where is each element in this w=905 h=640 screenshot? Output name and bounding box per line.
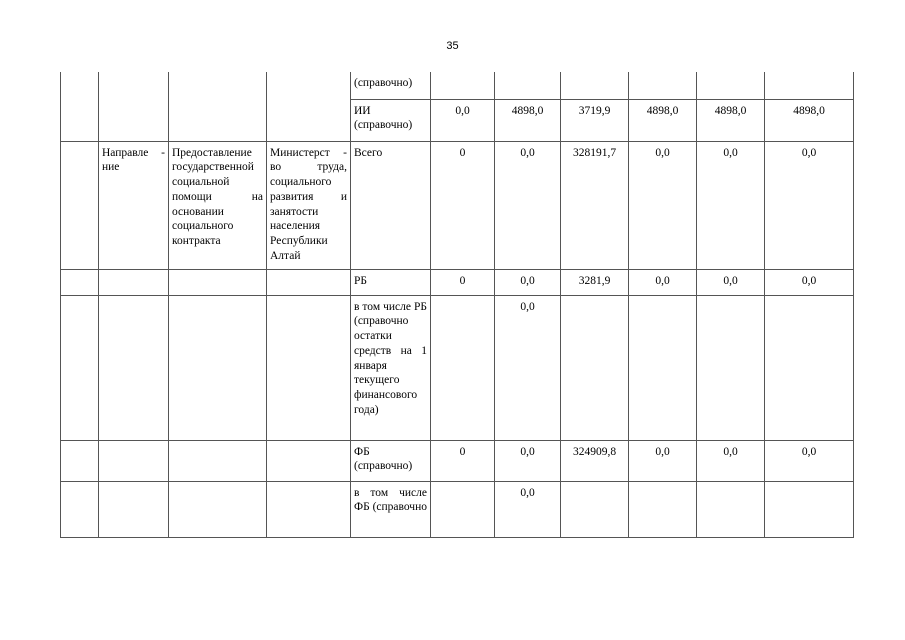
value-cell: 0,0: [495, 269, 561, 295]
value-cell: 0: [431, 141, 495, 269]
value-cell: [765, 295, 854, 440]
source-cell: ФБ (справочно): [351, 440, 431, 481]
value-cell: [697, 481, 765, 537]
value-cell: [495, 72, 561, 99]
value-cell: 0: [431, 269, 495, 295]
value-cell: 0,0: [629, 269, 697, 295]
ministry-cell: Министерст - во труда, социального развития и занятости населения Республики Алтай: [267, 141, 351, 269]
table-cell: [61, 440, 99, 481]
table-row: [61, 440, 854, 481]
table-cell: [169, 269, 267, 295]
value-cell: [431, 72, 495, 99]
table-cell: [99, 440, 169, 481]
value-cell: [765, 72, 854, 99]
value-cell: 0,0: [495, 141, 561, 269]
value-cell: 0,0: [629, 440, 697, 481]
table-cell: [61, 72, 99, 141]
value-cell: 4898,0: [629, 99, 697, 141]
table-cell: [267, 269, 351, 295]
value-cell: 328191,7: [561, 141, 629, 269]
table-cell: [267, 440, 351, 481]
table-cell: [169, 440, 267, 481]
table-cell: [169, 72, 267, 141]
value-cell: 0,0: [629, 141, 697, 269]
table-cell: [61, 295, 99, 440]
value-cell: 0,0: [765, 269, 854, 295]
page-number: 35: [446, 40, 459, 52]
value-cell: 3281,9: [561, 269, 629, 295]
value-cell: 0,0: [765, 141, 854, 269]
source-cell: Всего: [351, 141, 431, 269]
value-cell: [561, 295, 629, 440]
source-cell: РБ: [351, 269, 431, 295]
value-cell: [629, 481, 697, 537]
value-cell: 0: [431, 440, 495, 481]
table-cell: [61, 481, 99, 537]
table-cell: [99, 269, 169, 295]
value-cell: [765, 481, 854, 537]
value-cell: 0,0: [495, 481, 561, 537]
table-row: [61, 269, 854, 295]
value-cell: 324909,8: [561, 440, 629, 481]
table-row: [61, 72, 854, 99]
value-cell: [431, 481, 495, 537]
value-cell: [629, 295, 697, 440]
value-cell: 0,0: [765, 440, 854, 481]
source-cell: в том числе ФБ (справочно: [351, 481, 431, 537]
table-row: [61, 481, 854, 537]
table-cell: [169, 295, 267, 440]
budget-table: [60, 72, 854, 538]
measure-cell: Предоставление государственной социальной помощи на основании социального контракта: [169, 141, 267, 269]
table-cell: [99, 481, 169, 537]
value-cell: 4898,0: [697, 99, 765, 141]
value-cell: [697, 295, 765, 440]
table-cell: [61, 269, 99, 295]
table-row: [61, 295, 854, 440]
source-cell: ИИ (справочно): [351, 99, 431, 141]
value-cell: [697, 72, 765, 99]
table-cell: [267, 481, 351, 537]
source-cell: в том числе РБ (справочно остатки средств на 1 января текущего финансового года): [351, 295, 431, 440]
value-cell: 0,0: [697, 440, 765, 481]
table-cell: [99, 295, 169, 440]
value-cell: 4898,0: [495, 99, 561, 141]
source-cell: (справочно): [351, 72, 431, 99]
value-cell: 0,0: [495, 440, 561, 481]
direction-cell: Направле - ние: [99, 141, 169, 269]
value-cell: 4898,0: [765, 99, 854, 141]
table-cell: [169, 481, 267, 537]
value-cell: 3719,9: [561, 99, 629, 141]
value-cell: 0,0: [697, 269, 765, 295]
table-cell: [61, 141, 99, 269]
value-cell: 0,0: [697, 141, 765, 269]
value-cell: [561, 72, 629, 99]
value-cell: 0,0: [495, 295, 561, 440]
value-cell: [431, 295, 495, 440]
value-cell: [629, 72, 697, 99]
value-cell: 0,0: [431, 99, 495, 141]
table-cell: [267, 295, 351, 440]
table-cell: [99, 72, 169, 141]
table-row: [61, 141, 854, 269]
table-cell: [267, 72, 351, 141]
value-cell: [561, 481, 629, 537]
